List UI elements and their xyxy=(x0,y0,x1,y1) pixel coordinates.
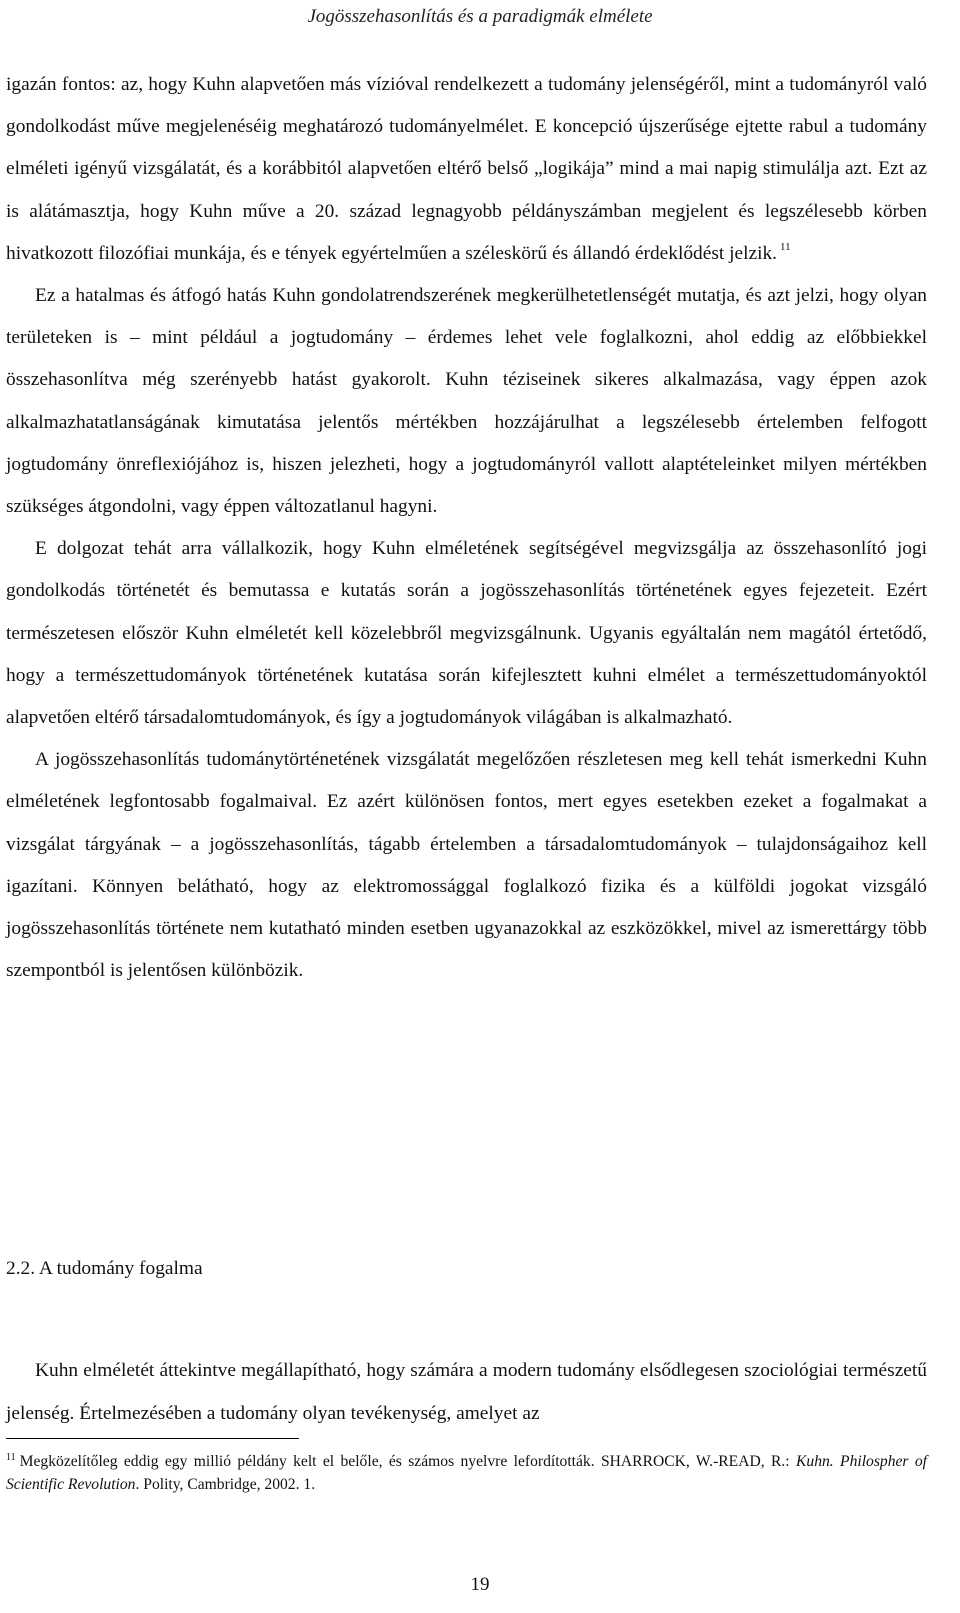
section-text xyxy=(6,1331,927,1454)
footnote-text: Megközelítőleg eddig egy millió példány kelt el belőle, és számos nyelvre lefordították. SHARROCK, W.-READ, R.: xyxy=(19,1453,796,1470)
footnote-book-title: Kuhn. Philospher of Scientific Revolution xyxy=(6,1453,927,1493)
paragraph-2: Ez a hatalmas és átfogó hatás Kuhn gondolatrendszerének megkerülhetetlenségét mutatja, és azt jelzi, hogy olyan területeken is – mint például a jogtudomány – érdemes lehet vele foglalkozni, ahol eddig az előbbiekkel összehasonlítva még szerényebb hatást gyakorolt. Kuhn téziseinek sikeres alkalmazása, vagy éppen azok alkalmazhatatlanságának kimutatása jelentős mértékben hozzájárulhat a legszélesebb értelemben felfogott jogtudomány önreflexiójához is, hiszen jelezheti, hogy a jogtudományról vallott alaptételeinket milyen mértékben szükséges átgondolni, vagy éppen változatlanul hagyni. xyxy=(6,285,927,518)
paragraph-1: igazán fontos: az, hogy Kuhn alapvetően más vízióval rendelkezett a tudomány jelenségéről, mint a tudományról való gondolkodást műve megjelenéséig meghatározó tudományelmélet. E koncepció újszerűsége ejtette rabul a tudomány elméleti igényű vizsgálatát, és a korábbitól alapvetően eltérő belső „logikája” mind a mai napig stimulálja azt. Ezt az is alátámasztja, hogy Kuhn műve a 20. század legnagyobb példányszámban megjelent és legszélesebb körben hivatkozott filozófiai munkája, és e tények egyértelműen a széleskörű és állandó érdeklődést jelzik. $^{11}$ xyxy=(6,74,927,264)
footnote-number: 11 xyxy=(6,1452,16,1463)
page-number: 19 xyxy=(470,1574,490,1595)
paragraph-4: A jogösszehasonlítás tudománytörténetének vizsgálatát megelőzően részletesen meg kell tehát ismerkedni Kuhn elméletének legfontosabb fogalmaival. Ez azért különösen fontos, mert egyes esetekben ezeket a fogalmakat a vizsgálat tárgyának – a jogösszehasonlítás, tágabb értelemben a társadalomtudományok – tulajdonságaihoz kell igazítani. Könnyen belátható, hogy az elektromossággal foglalkozó fizika és a külföldi jogokat vizsgáló jogösszehasonlítás története nem kutatható minden esetben ugyanazokkal az eszközökkel, mivel az ismerettárgy több szempontból is jelentősen különbözik. xyxy=(6,749,927,982)
section-intro-paragraph: Kuhn elméletét áttekintve megállapítható, hogy számára a modern tudomány elsődlegesen szociológiai természetű jelenség. Értelmezésében a tudomány olyan tevékenység, amelyet az xyxy=(6,1360,927,1424)
main-text xyxy=(6,64,927,992)
footnote-separator xyxy=(6,1438,299,1439)
footnote xyxy=(6,1450,927,1496)
footnote-publication: . Polity, Cambridge, 2002. 1. xyxy=(135,1476,316,1493)
paragraph-3: E dolgozat tehát arra vállalkozik, hogy Kuhn elméletének segítségével megvizsgálja az összehasonlító jogi gondolkodás történetét és bemutassa e kutatás során a jogösszehasonlítás történetének egyes fejezeteit. Ezért természetesen először Kuhn elméletét kell közelebbről megvizsgálnunk. Ugyanis egyáltalán nem magától értetődő, hogy a természettudományok történetének kutatása során kifejlesztett kuhni elmélet a természettudományoktól alapvetően eltérő társadalomtudományok, és így a jogtudományok világában is alkalmazható. xyxy=(6,538,927,729)
section-heading: 2.2. A tudomány fogalma xyxy=(6,1258,203,1279)
footnote-ref[interactable]: 11 xyxy=(780,240,791,253)
running-header: Jogösszehasonlítás és a paradigmák elmélete xyxy=(307,6,653,27)
